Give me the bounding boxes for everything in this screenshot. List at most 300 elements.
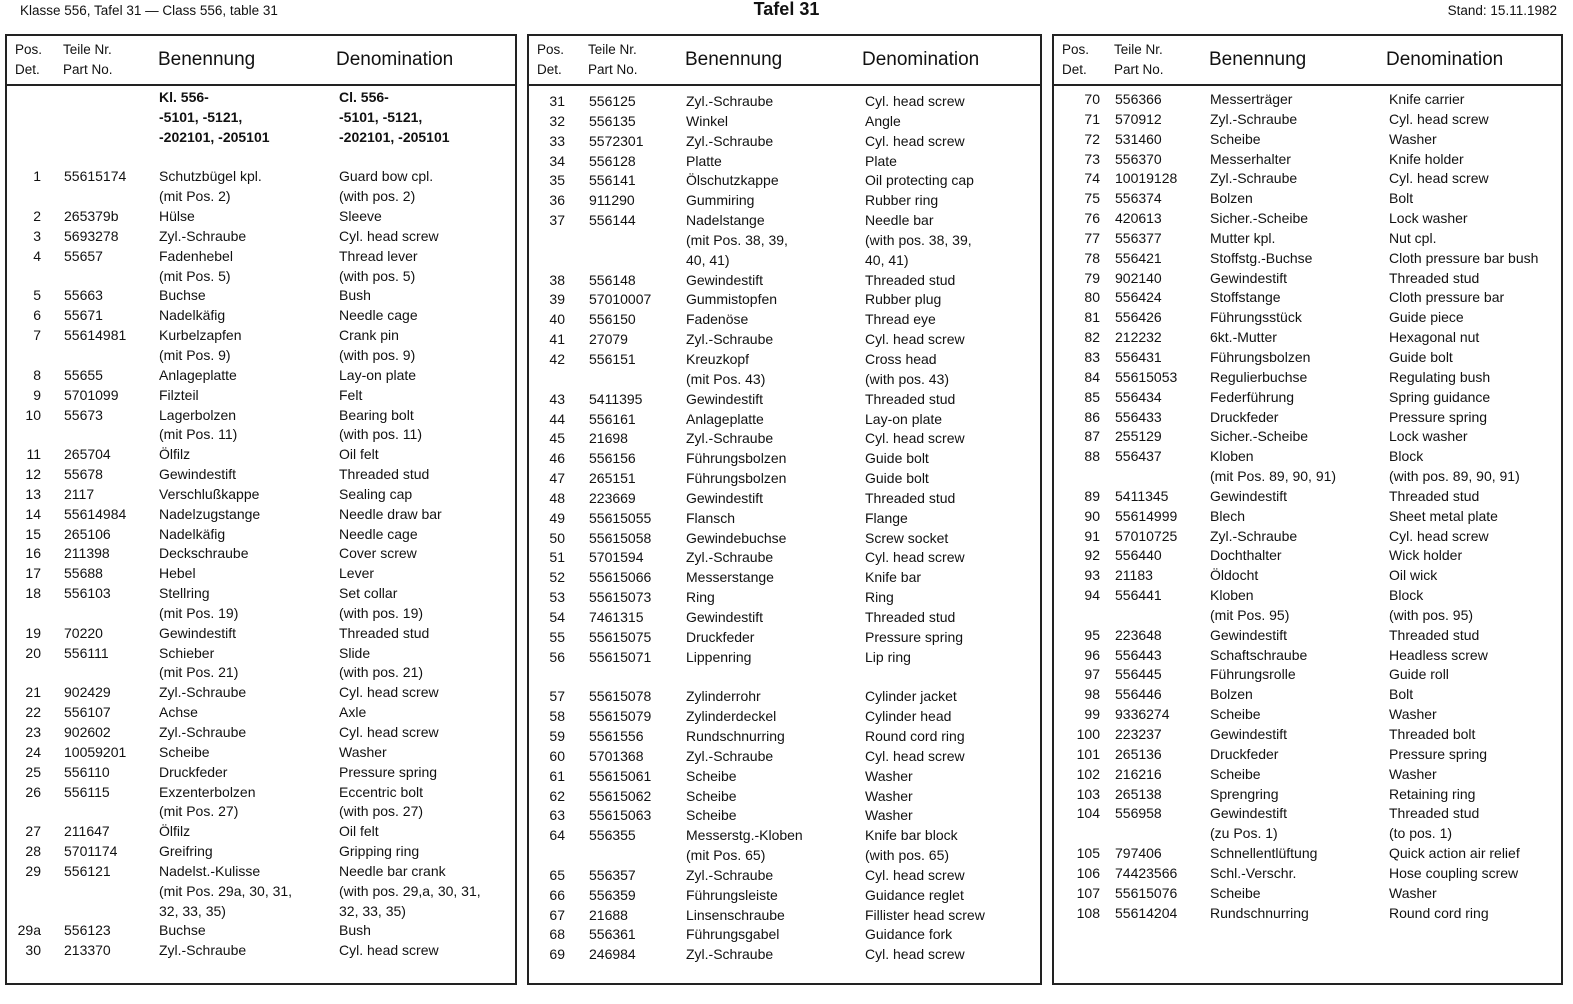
table-row	[529, 469, 1040, 489]
part-number-cell: 216216	[1115, 765, 1162, 782]
denomination-cell: Cl. 556-	[339, 89, 389, 105]
denomination-cell: Bolt	[1389, 190, 1414, 207]
benennung-cell: Bolzen	[1210, 686, 1253, 703]
denomination-cell: Threaded stud	[1389, 487, 1480, 504]
denomination-cell: Guidance fork	[865, 926, 953, 943]
denomination-cell: Slide	[339, 644, 371, 661]
table-row	[7, 763, 515, 783]
denomination-cell: Sleeve	[339, 208, 382, 225]
part-number-cell: 21183	[1115, 567, 1153, 584]
table-row	[7, 663, 515, 683]
table-row	[529, 509, 1040, 529]
benennung-cell: 32, 33, 35)	[159, 902, 226, 919]
table-row	[529, 350, 1040, 370]
benennung-cell: Zyl.-Schraube	[159, 227, 247, 244]
denomination-cell: 40, 41)	[865, 251, 909, 268]
pos-cell: 35	[549, 172, 565, 189]
denomination-cell: Knife carrier	[1389, 91, 1465, 107]
part-number-cell: 55671	[64, 307, 103, 324]
table-row	[1054, 904, 1561, 924]
denomination-cell: Rubber plug	[865, 291, 942, 308]
table-row	[7, 783, 515, 803]
denomination-cell: Washer	[1389, 765, 1437, 782]
table-row	[7, 306, 515, 326]
part-number-cell: 902602	[64, 724, 111, 740]
denomination-cell: Thread lever	[339, 247, 418, 264]
denomination-cell: Bush	[339, 287, 371, 304]
denomination-cell: Eccentric bolt	[339, 783, 424, 800]
denomination-cell: Guide piece	[1389, 309, 1464, 326]
pos-cell: 52	[549, 569, 565, 586]
denomination-cell: (with pos. 65)	[865, 847, 950, 864]
table-row	[1054, 189, 1561, 209]
benennung-cell: Bolzen	[1210, 190, 1253, 207]
pos-cell: 42	[549, 350, 565, 367]
part-number-cell: 211398	[64, 545, 110, 562]
part-number-cell: 255129	[1115, 428, 1162, 445]
table-row	[1054, 844, 1561, 864]
part-number-cell: 10059201	[64, 743, 127, 760]
part-number-cell: 246984	[589, 946, 636, 963]
table-row	[7, 485, 515, 505]
benennung-cell: (mit Pos. 5)	[159, 267, 231, 284]
part-number-cell: 55615063	[589, 807, 652, 824]
parts-table-1	[5, 34, 517, 985]
table-row	[529, 370, 1040, 390]
benennung-cell: Scheibe	[686, 807, 737, 824]
table-row	[1054, 269, 1561, 289]
benennung-cell: Gewindestift	[686, 271, 764, 288]
part-number-cell: 556377	[1115, 229, 1162, 246]
denomination-cell: (with pos. 89, 90, 91)	[1389, 468, 1520, 485]
denomination-cell: Guard bow cpl.	[339, 168, 434, 185]
part-number-cell: 556370	[1115, 150, 1162, 167]
table-row	[7, 723, 515, 743]
column-header-part: Part No.	[63, 62, 113, 77]
table-row	[1054, 546, 1561, 566]
denomination-cell: Lay-on plate	[339, 366, 417, 383]
denomination-cell: (with pos. 5)	[339, 267, 416, 284]
pos-cell: 47	[549, 470, 565, 487]
column-header-ben: Benennung	[158, 49, 256, 70]
part-number-cell: 902429	[64, 684, 111, 701]
denomination-cell: Washer	[865, 767, 913, 784]
part-number-cell: 213370	[64, 942, 111, 959]
table-row	[1054, 288, 1561, 308]
table-row	[7, 683, 515, 703]
table-row	[7, 88, 515, 108]
table-row	[1054, 884, 1561, 904]
denomination-cell: Fillister head screw	[865, 906, 985, 923]
pos-cell: 31	[549, 93, 565, 109]
pos-cell: 71	[1084, 110, 1100, 127]
pos-cell: 2	[33, 208, 41, 225]
denomination-cell: Block	[1389, 587, 1424, 604]
pos-cell: 64	[549, 827, 565, 844]
denomination-cell: (with pos. 95)	[1389, 606, 1474, 623]
benennung-cell: Gummistopfen	[686, 291, 778, 308]
part-number-cell: 55615061	[589, 767, 652, 784]
table-row	[1054, 348, 1561, 368]
benennung-cell: Scheibe	[1210, 765, 1261, 782]
pos-cell: 33	[549, 132, 565, 149]
pos-cell: 68	[549, 926, 565, 943]
pos-cell: 40	[549, 311, 565, 328]
benennung-cell: 40, 41)	[686, 251, 730, 268]
table-row	[529, 806, 1040, 826]
part-number-cell: 556424	[1115, 289, 1162, 306]
part-number-cell: 55615073	[589, 589, 652, 606]
pos-cell: 16	[25, 545, 41, 562]
table-row	[7, 148, 515, 168]
table-row	[1054, 864, 1561, 884]
pos-cell: 103	[1076, 785, 1100, 802]
part-number-cell: 5572301	[589, 132, 644, 149]
benennung-cell: Gewindestift	[1210, 726, 1288, 742]
pos-cell: 75	[1084, 190, 1100, 207]
denomination-cell: Oil felt	[339, 446, 379, 463]
benennung-cell: Zyl.-Schraube	[686, 549, 774, 566]
denomination-cell: Guide roll	[1389, 666, 1449, 683]
part-number-cell: 55614999	[1115, 507, 1178, 524]
benennung-cell: Führungsbolzen	[1210, 348, 1311, 365]
column-header-det: Det.	[15, 62, 40, 77]
table-row	[7, 822, 515, 842]
pos-cell: 98	[1084, 686, 1100, 703]
table-row	[1054, 705, 1561, 725]
benennung-cell: Kloben	[1210, 448, 1254, 465]
benennung-cell: Gewindestift	[686, 489, 764, 506]
table-row	[1054, 824, 1561, 844]
denomination-cell: Sealing cap	[339, 485, 413, 502]
table-row	[7, 703, 515, 723]
benennung-cell: Schnellentlüftung	[1210, 845, 1318, 862]
part-number-cell: 556150	[589, 311, 636, 328]
part-number-cell: 556443	[1115, 646, 1162, 663]
benennung-cell: Kl. 556-	[159, 89, 209, 105]
table-row	[529, 271, 1040, 291]
benennung-cell: Ölfilz	[159, 823, 191, 840]
table-row	[7, 108, 515, 128]
part-number-cell: 531460	[1115, 130, 1162, 147]
benennung-cell: Achse	[159, 704, 198, 721]
benennung-cell: (mit Pos. 19)	[159, 604, 239, 621]
class-table-label: Klasse 556, Tafel 31 — Class 556, table 31	[20, 3, 278, 18]
denomination-cell: Knife bar	[865, 569, 922, 586]
pos-cell: 77	[1084, 229, 1100, 246]
pos-cell: 107	[1076, 884, 1100, 901]
part-number-cell: 556141	[589, 172, 636, 189]
benennung-cell: Zyl.-Schraube	[686, 747, 774, 764]
benennung-cell: Führungsrolle	[1210, 666, 1296, 683]
part-number-cell: 570912	[1115, 110, 1162, 127]
benennung-cell: Messerstange	[686, 569, 774, 586]
denomination-cell: Lock washer	[1389, 210, 1468, 227]
table-row	[1054, 507, 1561, 527]
pos-cell: 101	[1076, 745, 1100, 762]
table-row	[1054, 169, 1561, 189]
column-header-pos: Pos.	[537, 42, 565, 57]
denomination-cell: Lip ring	[865, 648, 911, 665]
part-number-cell: 55615079	[589, 708, 652, 725]
table-row	[7, 862, 515, 882]
column-header-det: Det.	[1062, 62, 1087, 77]
part-number-cell: 556355	[589, 827, 636, 844]
table-row	[1054, 427, 1561, 447]
benennung-cell: -5101, -5121,	[159, 108, 243, 125]
pos-cell: 41	[549, 331, 565, 348]
pos-cell: 25	[25, 763, 41, 780]
pos-cell: 49	[549, 509, 565, 526]
part-number-cell: 556111	[64, 644, 109, 661]
part-number-cell: 265136	[1115, 745, 1162, 762]
denomination-cell: Round cord ring	[865, 728, 965, 744]
denomination-cell: (with pos. 38, 39,	[865, 231, 972, 248]
pos-cell: 4	[33, 247, 41, 264]
denomination-cell: Spring guidance	[1389, 388, 1491, 405]
denomination-cell: Bolt	[1389, 686, 1414, 703]
table-row	[7, 187, 515, 207]
table-row	[7, 286, 515, 306]
denomination-cell: Cyl. head screw	[865, 430, 965, 447]
pos-cell: 39	[549, 291, 565, 308]
table-row	[529, 171, 1040, 191]
benennung-cell: (mit Pos. 29a, 30, 31,	[159, 882, 293, 899]
table-row	[529, 846, 1040, 866]
pos-cell: 84	[1084, 368, 1100, 385]
denomination-cell: Threaded bolt	[1389, 726, 1476, 742]
table-row	[1054, 447, 1561, 467]
pos-cell: 17	[25, 565, 41, 582]
benennung-cell: Zyl.-Schraube	[686, 866, 774, 883]
denomination-cell: Threaded stud	[865, 390, 956, 407]
denomination-cell: Lever	[339, 565, 375, 582]
pos-cell: 76	[1084, 210, 1100, 227]
denomination-cell: Cloth pressure bar bush	[1389, 249, 1539, 266]
denomination-cell: Angle	[865, 112, 901, 129]
benennung-cell: Ring	[686, 589, 715, 606]
part-number-cell: 9336274	[1115, 706, 1170, 723]
denomination-cell: Washer	[865, 807, 913, 824]
part-number-cell: 5693278	[64, 227, 119, 244]
benennung-cell: Sicher.-Scheibe	[1210, 210, 1309, 227]
part-number-cell: 55673	[64, 406, 103, 423]
table-row	[529, 529, 1040, 549]
benennung-cell: Gewindestift	[1210, 269, 1288, 286]
table-row	[1054, 804, 1561, 824]
pos-cell: 23	[25, 724, 41, 740]
denomination-cell: Washer	[865, 787, 913, 804]
table-row	[529, 787, 1040, 807]
benennung-cell: Flansch	[686, 509, 736, 526]
benennung-cell: Führungsgabel	[686, 926, 780, 943]
table-row	[1054, 110, 1561, 130]
denomination-cell: Cyl. head screw	[865, 866, 965, 883]
benennung-cell: Zylinderdeckel	[686, 708, 777, 725]
denomination-cell: Bush	[339, 922, 371, 939]
benennung-cell: Linsenschraube	[686, 906, 785, 923]
table-row	[529, 410, 1040, 430]
denomination-cell: Pressure spring	[865, 628, 964, 645]
table-row	[7, 644, 515, 664]
pos-cell: 99	[1084, 706, 1100, 723]
pos-cell: 89	[1084, 487, 1100, 504]
part-number-cell: 5411395	[589, 390, 643, 407]
part-number-cell: 797406	[1115, 845, 1162, 862]
denomination-cell: Ring	[865, 589, 894, 606]
table-row	[529, 191, 1040, 211]
denomination-cell: Cyl. head screw	[1389, 110, 1489, 127]
denomination-cell: (with pos. 29,a, 30, 31,	[339, 882, 481, 899]
denomination-cell: (with pos. 19)	[339, 604, 424, 621]
pos-cell: 1	[33, 168, 41, 185]
pos-cell: 81	[1084, 309, 1100, 326]
table-row	[7, 802, 515, 822]
part-number-cell: 556357	[589, 866, 636, 883]
benennung-cell: Nadelst.-Kulisse	[159, 862, 261, 879]
table-row	[529, 231, 1040, 251]
benennung-cell: Zyl.-Schraube	[686, 430, 774, 447]
benennung-cell: Messerstg.-Kloben	[686, 827, 803, 844]
benennung-cell: Kreuzkopf	[686, 350, 750, 367]
table-row	[7, 366, 515, 386]
column-header-den: Denomination	[862, 49, 980, 70]
benennung-cell: Öldocht	[1210, 567, 1259, 584]
pos-cell: 87	[1084, 428, 1100, 445]
pos-cell: 14	[25, 505, 41, 522]
pos-cell: 11	[26, 446, 41, 463]
benennung-cell: (mit Pos. 89, 90, 91)	[1210, 468, 1337, 485]
table-row	[529, 449, 1040, 469]
denomination-cell: Screw socket	[865, 529, 949, 546]
benennung-cell: Schieber	[159, 644, 215, 661]
benennung-cell: Hülse	[159, 208, 195, 225]
table-row	[529, 767, 1040, 787]
table-row	[7, 128, 515, 148]
table-row	[529, 152, 1040, 172]
denomination-cell: Knife holder	[1389, 150, 1464, 167]
table-row	[529, 747, 1040, 767]
benennung-cell: (mit Pos. 43)	[686, 370, 766, 387]
pos-cell: 26	[25, 783, 41, 800]
part-number-cell: 57010007	[589, 291, 652, 308]
table-row	[1054, 90, 1561, 110]
part-number-cell: 55615075	[589, 628, 652, 645]
pos-cell: 60	[549, 747, 565, 764]
denomination-cell: Cover screw	[339, 545, 417, 562]
benennung-cell: Nadelkäfig	[159, 307, 226, 324]
benennung-cell: Gewindestift	[159, 466, 237, 483]
benennung-cell: Blech	[1210, 507, 1246, 524]
part-number-cell: 556445	[1115, 666, 1162, 683]
part-number-cell: 556110	[64, 763, 110, 780]
denomination-cell: (with pos. 11)	[339, 426, 422, 443]
part-number-cell: 556121	[64, 862, 111, 879]
benennung-cell: (mit Pos. 65)	[686, 847, 766, 864]
part-number-cell: 57010725	[1115, 527, 1178, 544]
denomination-cell: Threaded stud	[1389, 805, 1480, 822]
pos-cell: 67	[549, 906, 565, 923]
column-header-ben: Benennung	[1209, 49, 1307, 70]
benennung-cell: Kloben	[1210, 587, 1254, 604]
part-number-cell: 556161	[589, 410, 636, 427]
part-number-cell: 5701174	[64, 843, 118, 860]
part-number-cell: 55615055	[589, 509, 652, 526]
pos-cell: 50	[549, 529, 565, 546]
benennung-cell: Führungsstück	[1210, 309, 1302, 326]
benennung-cell: Filzteil	[159, 386, 199, 403]
part-number-cell: 265704	[64, 446, 111, 463]
pos-cell: 88	[1084, 448, 1100, 465]
part-number-cell: 55614204	[1115, 904, 1178, 921]
benennung-cell: Ölschutzkappe	[686, 172, 779, 189]
benennung-cell: Gewindestift	[159, 624, 237, 641]
pos-cell: 108	[1076, 904, 1100, 921]
pos-cell: 66	[549, 886, 565, 903]
table-row	[7, 267, 515, 287]
pos-cell: 83	[1084, 348, 1100, 365]
table-row	[1054, 606, 1561, 626]
benennung-cell: Druckfeder	[1210, 745, 1279, 762]
page-title: Tafel 31	[753, 0, 820, 19]
benennung-cell: (mit Pos. 21)	[159, 664, 239, 681]
denomination-cell: Axle	[339, 704, 367, 721]
denomination-cell: Guide bolt	[865, 450, 929, 467]
part-number-cell: 211647	[64, 823, 110, 840]
pos-cell: 96	[1084, 646, 1100, 663]
pos-cell: 21	[25, 684, 41, 701]
denomination-cell: Guide bolt	[865, 470, 929, 487]
table-row	[1054, 626, 1561, 646]
benennung-cell: 6kt.-Mutter	[1210, 329, 1277, 346]
benennung-cell: Anlageplatte	[159, 366, 237, 383]
pos-cell: 9	[33, 386, 41, 403]
benennung-cell: Führungsbolzen	[686, 470, 787, 487]
benennung-cell: Zyl.-Schraube	[686, 946, 774, 963]
denomination-cell: Nut cpl.	[1389, 229, 1437, 246]
table-row	[7, 445, 515, 465]
table-row	[1054, 328, 1561, 348]
part-number-cell: 902140	[1115, 269, 1162, 286]
table-row	[529, 489, 1040, 509]
denomination-cell: Retaining ring	[1389, 785, 1476, 802]
benennung-cell: Druckfeder	[686, 628, 755, 645]
pos-cell: 58	[549, 708, 565, 725]
benennung-cell: (mit Pos. 9)	[159, 346, 231, 363]
denomination-cell: Pressure spring	[339, 763, 438, 780]
pos-cell: 55	[549, 628, 565, 645]
denomination-cell: Needle draw bar	[339, 505, 442, 522]
table-row	[1054, 685, 1561, 705]
denomination-cell: Gripping ring	[339, 843, 420, 860]
table-row	[529, 330, 1040, 350]
table-body	[529, 92, 1040, 965]
benennung-cell: Gewindebuchse	[686, 529, 787, 546]
denomination-cell: (with pos. 21)	[339, 664, 424, 681]
denomination-cell: Washer	[1389, 130, 1437, 147]
pos-cell: 46	[549, 450, 565, 467]
part-number-cell: 212232	[1115, 329, 1162, 346]
part-number-cell: 556431	[1115, 348, 1162, 365]
part-number-cell: 55615174	[64, 168, 127, 185]
part-number-cell: 21698	[589, 430, 628, 447]
part-number-cell: 55614984	[64, 505, 127, 522]
benennung-cell: Schl.-Verschr.	[1210, 864, 1297, 881]
table-row	[7, 425, 515, 445]
part-number-cell: 556151	[589, 350, 636, 367]
pos-cell: 79	[1084, 269, 1100, 286]
part-number-cell: 265151	[589, 470, 636, 487]
